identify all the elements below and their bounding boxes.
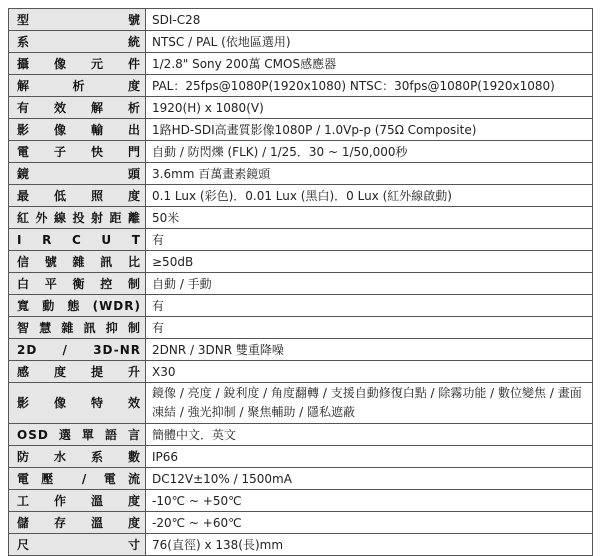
spec-value: DC12V±10% / 1500mA bbox=[146, 468, 593, 490]
spec-label: 工 作 溫 度 bbox=[9, 490, 146, 512]
spec-label: 電壓 / 電流 bbox=[9, 468, 146, 490]
table-row bbox=[9, 534, 593, 556]
spec-value: 鏡像 / 亮度 / 銳利度 / 角度翻轉 / 支援自動修復白點 / 除霧功能 / 數位變焦 / 畫面凍結 / 強光抑制 / 聚焦輔助 / 隱私遮蔽 bbox=[146, 383, 593, 424]
table-row bbox=[9, 361, 593, 383]
spec-label: 紅外線投射距離 bbox=[9, 207, 146, 229]
spec-table-body bbox=[9, 9, 593, 556]
table-row bbox=[9, 295, 593, 317]
spec-value: 3.6mm 百萬畫素鏡頭 bbox=[146, 163, 593, 185]
table-row bbox=[9, 490, 593, 512]
spec-label: 型 號 bbox=[9, 9, 146, 31]
spec-label: 系 統 bbox=[9, 31, 146, 53]
spec-value: IP66 bbox=[146, 446, 593, 468]
spec-label: 感 度 提 升 bbox=[9, 361, 146, 383]
spec-label: 防 水 系 數 bbox=[9, 446, 146, 468]
spec-label: 最 低 照 度 bbox=[9, 185, 146, 207]
spec-label: 攝 像 元 件 bbox=[9, 53, 146, 75]
spec-value: NTSC / PAL (依地區選用) bbox=[146, 31, 593, 53]
table-row bbox=[9, 185, 593, 207]
table-row bbox=[9, 251, 593, 273]
spec-value: -20℃ ~ +60℃ bbox=[146, 512, 593, 534]
table-row bbox=[9, 383, 593, 424]
spec-label: 尺 寸 bbox=[9, 534, 146, 556]
table-row bbox=[9, 163, 593, 185]
spec-value: 2DNR / 3DNR 雙重降噪 bbox=[146, 339, 593, 361]
table-row bbox=[9, 273, 593, 295]
table-row bbox=[9, 97, 593, 119]
spec-value: 簡體中文．英文 bbox=[146, 424, 593, 446]
table-row bbox=[9, 424, 593, 446]
spec-label: I R C U T bbox=[9, 229, 146, 251]
spec-value: X30 bbox=[146, 361, 593, 383]
table-row bbox=[9, 512, 593, 534]
table-row bbox=[9, 207, 593, 229]
spec-value: 1/2.8" Sony 200萬 CMOS感應器 bbox=[146, 53, 593, 75]
spec-label: 白 平 衡 控 制 bbox=[9, 273, 146, 295]
spec-value: ≥50dB bbox=[146, 251, 593, 273]
spec-value: PAL：25fps@1080P(1920x1080) NTSC：30fps@1080P(1920x1080) bbox=[146, 75, 593, 97]
spec-label: 智慧雜訊抑制 bbox=[9, 317, 146, 339]
spec-table bbox=[8, 8, 593, 556]
spec-value: 有 bbox=[146, 317, 593, 339]
table-row bbox=[9, 446, 593, 468]
spec-label: 影 像 輸 出 bbox=[9, 119, 146, 141]
table-row bbox=[9, 75, 593, 97]
spec-value: SDI-C28 bbox=[146, 9, 593, 31]
spec-label: 影 像 特 效 bbox=[9, 383, 146, 424]
spec-label: 寬動態(WDR) bbox=[9, 295, 146, 317]
table-row bbox=[9, 229, 593, 251]
table-row bbox=[9, 119, 593, 141]
spec-label: 有 效 解 析 bbox=[9, 97, 146, 119]
table-row bbox=[9, 317, 593, 339]
spec-value: 1路HD-SDI高畫質影像1080P / 1.0Vp-p (75Ω Composite) bbox=[146, 119, 593, 141]
table-row bbox=[9, 339, 593, 361]
spec-label: OSD選單語言 bbox=[9, 424, 146, 446]
spec-label: 2D / 3D-NR bbox=[9, 339, 146, 361]
spec-value: 1920(H) x 1080(V) bbox=[146, 97, 593, 119]
spec-value: 有 bbox=[146, 295, 593, 317]
spec-value: 有 bbox=[146, 229, 593, 251]
spec-label: 儲 存 溫 度 bbox=[9, 512, 146, 534]
spec-label: 解 析 度 bbox=[9, 75, 146, 97]
table-row bbox=[9, 468, 593, 490]
table-row bbox=[9, 31, 593, 53]
spec-value: 50米 bbox=[146, 207, 593, 229]
spec-label: 鏡 頭 bbox=[9, 163, 146, 185]
spec-value: 76(直徑) x 138(長)mm bbox=[146, 534, 593, 556]
spec-label: 信號雜訊比 bbox=[9, 251, 146, 273]
spec-label: 電 子 快 門 bbox=[9, 141, 146, 163]
table-row bbox=[9, 141, 593, 163]
spec-value: 0.1 Lux (彩色)．0.01 Lux (黑白)．0 Lux (紅外線啟動) bbox=[146, 185, 593, 207]
spec-value: 自動 / 手動 bbox=[146, 273, 593, 295]
spec-value: -10℃ ~ +50℃ bbox=[146, 490, 593, 512]
table-row bbox=[9, 53, 593, 75]
table-row bbox=[9, 9, 593, 31]
spec-value: 自動 / 防閃爍 (FLK) / 1/25．30 ~ 1/50,000秒 bbox=[146, 141, 593, 163]
